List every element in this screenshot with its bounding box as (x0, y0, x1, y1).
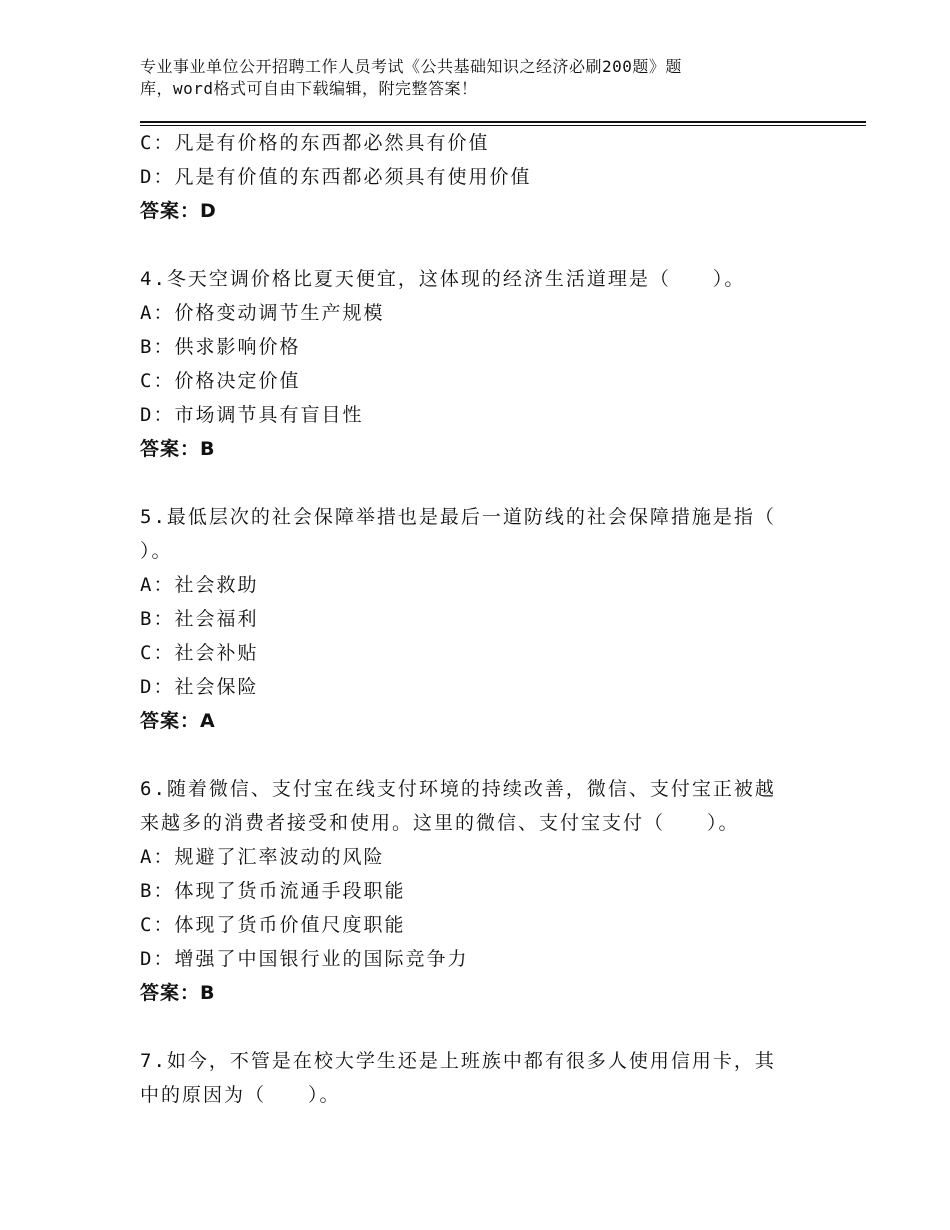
question-content (140, 126, 830, 1112)
question-5 (140, 500, 830, 738)
q5-option-c: C：社会补贴 (140, 642, 259, 664)
q6-option-d: D：增强了中国银行业的国际竞争力 (140, 948, 469, 970)
q5-option-a: A：社会救助 (140, 574, 259, 596)
q5-option-b: B：社会福利 (140, 608, 259, 630)
question-4 (140, 262, 830, 466)
q4-answer: 答案：B (140, 438, 216, 460)
q4-option-d: D：市场调节具有盲目性 (140, 404, 364, 426)
q4-option-b: B：供求影响价格 (140, 336, 301, 358)
q4-option-a: A：价格变动调节生产规模 (140, 302, 385, 324)
document-header (140, 56, 760, 100)
question-3-tail (140, 126, 830, 228)
header-title-line-2: 库，word格式可自由下载编辑，附完整答案！ (140, 79, 478, 98)
q5-option-d: D：社会保险 (140, 676, 259, 698)
question-spacer (140, 738, 830, 772)
q3-option-d: D：凡是有价值的东西都必须具有使用价值 (140, 166, 532, 188)
header-title-line-1: 专业事业单位公开招聘工作人员考试《公共基础知识之经济必刷200题》题 (140, 57, 682, 76)
q5-stem-line-2: ）。 (140, 540, 173, 562)
q6-stem-line-2: 来越多的消费者接受和使用。这里的微信、支付宝支付（ ）。 (140, 812, 740, 834)
q6-stem-line-1: 6.随着微信、支付宝在线支付环境的持续改善，微信、支付宝正被越 (140, 778, 776, 800)
question-spacer (140, 1010, 830, 1044)
header-divider-thick (140, 121, 866, 123)
q4-stem: 4.冬天空调价格比夏天便宜，这体现的经济生活道理是（ ）。 (140, 268, 746, 290)
q4-option-c: C：价格决定价值 (140, 370, 301, 392)
question-6 (140, 772, 830, 1010)
q6-option-b: B：体现了货币流通手段职能 (140, 880, 406, 902)
q6-option-c: C：体现了货币价值尺度职能 (140, 914, 406, 936)
q5-stem-line-1: 5.最低层次的社会保障举措也是最后一道防线的社会保障措施是指（ (140, 506, 776, 528)
q6-option-a: A：规避了汇率波动的风险 (140, 846, 385, 868)
question-spacer (140, 228, 830, 262)
q7-stem-line-1: 7.如今，不管是在校大学生还是上班族中都有很多人使用信用卡，其 (140, 1050, 776, 1072)
q7-stem-line-2: 中的原因为（ ）。 (140, 1084, 341, 1106)
question-spacer (140, 466, 830, 500)
q3-answer: 答案：D (140, 200, 217, 222)
q5-answer: 答案：A (140, 710, 216, 732)
question-7 (140, 1044, 830, 1112)
q6-answer: 答案：B (140, 982, 216, 1004)
q3-option-c: C：凡是有价格的东西都必然具有价值 (140, 132, 490, 154)
